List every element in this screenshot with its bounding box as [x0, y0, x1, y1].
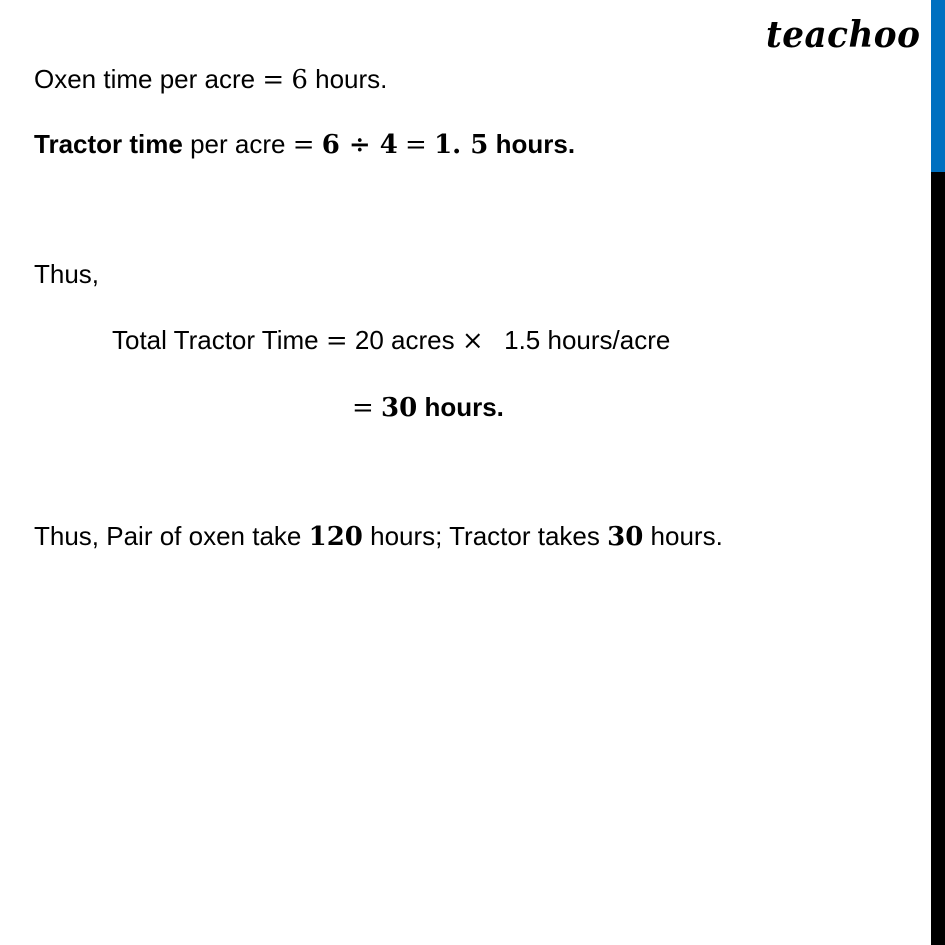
total-result-value: 30 [381, 393, 418, 423]
rate-expr: 1.5 hours/acre [504, 325, 671, 355]
equals-sign: = [405, 130, 427, 160]
oxen-hours-value: 120 [308, 522, 363, 552]
conclusion-part2: hours; Tractor takes [370, 521, 600, 551]
oxen-time-value: 6 [291, 65, 308, 95]
equals-sign: = [352, 393, 374, 423]
total-result-unit: hours. [424, 392, 504, 422]
acres-expr: 20 acres [354, 325, 455, 355]
oxen-time-label: Oxen time per acre [34, 64, 256, 94]
oxen-time-line [34, 64, 387, 95]
thus-line: Thus, [34, 259, 100, 289]
tractor-time-label-bold: Tractor time [34, 129, 183, 159]
tractor-time-label-rest: per acre [190, 129, 286, 159]
oxen-time-unit: hours. [315, 64, 388, 94]
total-tractor-time-label: Total Tractor Time [112, 325, 319, 355]
times-sign: × [461, 326, 484, 356]
teachoo-logo: teachoo [766, 14, 921, 56]
tractor-division-expr: 6 ÷ 4 [321, 130, 398, 160]
conclusion-part3: hours. [650, 521, 723, 551]
tractor-time-line [34, 129, 575, 160]
tractor-time-result: 1. 5 [434, 130, 489, 160]
equals-sign: = [262, 65, 285, 95]
equals-sign: = [325, 326, 348, 356]
total-tractor-time-line [112, 325, 670, 356]
conclusion-line [34, 521, 723, 552]
total-result-line [352, 392, 504, 423]
tractor-hours-value: 30 [607, 522, 644, 552]
sidebar-accent-black [931, 172, 945, 945]
equals-sign: = [292, 130, 315, 160]
tractor-time-unit: hours. [495, 129, 576, 159]
conclusion-part1: Thus, Pair of oxen take [34, 521, 302, 551]
sidebar-accent-blue [931, 0, 945, 172]
